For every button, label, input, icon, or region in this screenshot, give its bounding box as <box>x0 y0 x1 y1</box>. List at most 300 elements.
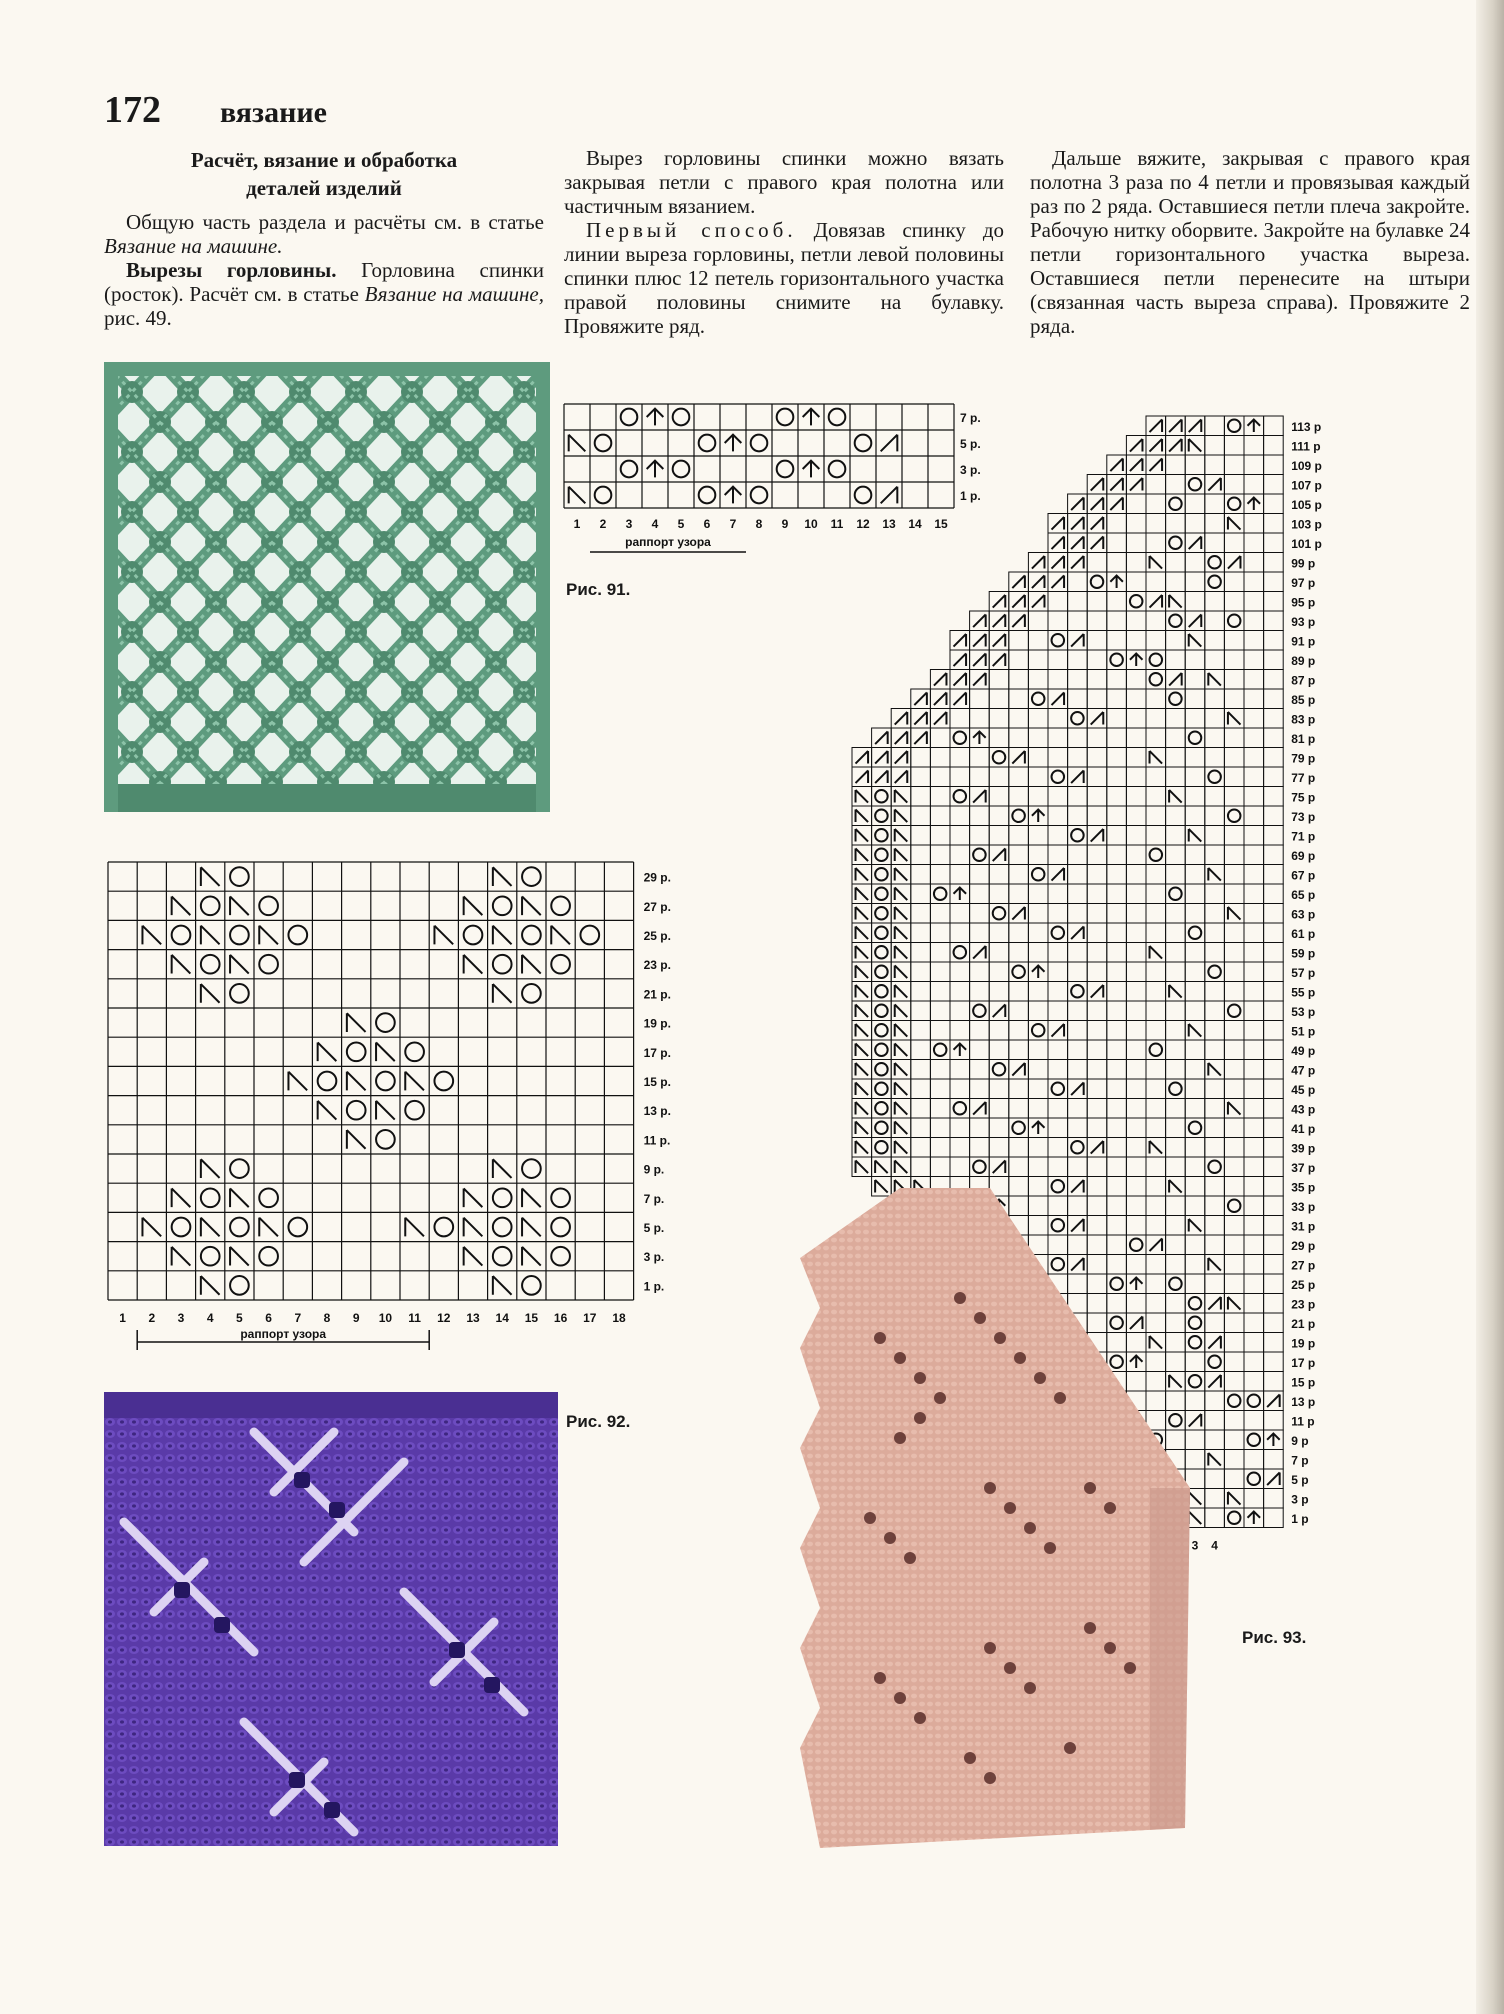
decrease-right-symbol <box>914 712 927 725</box>
decrease-right-symbol <box>954 673 967 686</box>
grid-cell <box>911 787 931 807</box>
row-label: 7 р <box>1291 1453 1309 1468</box>
grid-cell <box>1048 728 1068 748</box>
decrease-right-symbol <box>954 634 967 647</box>
grid-cell <box>1244 806 1264 826</box>
decrease-right-symbol <box>1052 575 1065 588</box>
decrease-right-symbol <box>1091 536 1104 549</box>
column-label: 18 <box>612 1311 626 1325</box>
column-label: 8 <box>323 1311 331 1325</box>
grid-cell <box>1166 767 1186 787</box>
grid-cell <box>1224 1430 1244 1450</box>
grid-cell <box>1087 904 1107 924</box>
grid-cell <box>1264 1294 1284 1314</box>
yarn-over-symbol <box>875 809 888 822</box>
decrease-right-symbol <box>875 751 888 764</box>
column-label: 1 <box>573 517 581 531</box>
decrease-right-symbol <box>1052 556 1065 569</box>
decrease-right-symbol <box>973 946 986 959</box>
grid-cell <box>1244 728 1264 748</box>
grid-cell <box>970 923 990 943</box>
grid-cell <box>1107 553 1127 573</box>
row-label: 49 р <box>1291 1043 1316 1058</box>
grid-cell <box>930 1001 950 1021</box>
grid-cell <box>930 767 950 787</box>
grid-cell <box>1009 767 1029 787</box>
grid-cell <box>911 1001 931 1021</box>
grid-cell <box>970 1118 990 1138</box>
grid-cell <box>1028 787 1048 807</box>
grid-cell <box>1185 572 1205 592</box>
yarn-over-symbol <box>1169 692 1182 705</box>
decrease-left-symbol <box>1150 946 1163 959</box>
grid-cell <box>1224 787 1244 807</box>
grid-cell <box>970 826 990 846</box>
yarn-over-symbol <box>1052 634 1065 647</box>
yarn-over-symbol <box>875 907 888 920</box>
grid-cell <box>1264 1411 1284 1431</box>
grid-cell <box>1224 475 1244 495</box>
grid-cell <box>1244 767 1264 787</box>
yarn-over-symbol <box>551 1218 570 1237</box>
grid-cell <box>1224 592 1244 612</box>
grid-cell <box>1264 728 1284 748</box>
row-label: 21 р. <box>643 987 671 1002</box>
decrease-left-symbol <box>856 946 869 959</box>
column-label: 11 <box>408 1311 421 1325</box>
grid-cell <box>1087 611 1107 631</box>
grid-cell <box>1205 748 1225 768</box>
column-label: 8 <box>755 517 763 531</box>
decrease-left-symbol <box>318 1101 337 1120</box>
grid-cell <box>1264 1196 1284 1216</box>
row-label: 5 р. <box>643 1221 665 1235</box>
decrease-right-symbol <box>993 1004 1006 1017</box>
grid-cell <box>1068 1060 1088 1080</box>
decrease-right-symbol <box>1169 673 1182 686</box>
row-label: 63 р <box>1291 907 1316 922</box>
grid-cell <box>970 1040 990 1060</box>
grid-cell <box>1224 1216 1244 1236</box>
decrease-left-symbol <box>522 1218 541 1237</box>
row-label: 13 р <box>1291 1394 1316 1409</box>
yarn-over-symbol <box>875 1004 888 1017</box>
decrease-left-symbol <box>856 790 869 803</box>
grid-cell <box>1028 923 1048 943</box>
grid-cell <box>1205 514 1225 534</box>
grid-cell <box>1087 748 1107 768</box>
row-label: 109 р <box>1291 458 1322 473</box>
grid-cell <box>930 1157 950 1177</box>
grid-cell <box>930 748 950 768</box>
decrease-right-symbol <box>856 770 869 783</box>
grid-cell <box>1087 1157 1107 1177</box>
yarn-over-symbol <box>405 1101 424 1120</box>
grid-cell <box>1087 592 1107 612</box>
grid-cell <box>1185 767 1205 787</box>
decrease-left-symbol <box>1189 1511 1202 1524</box>
grid-cell <box>1009 787 1029 807</box>
decrease-right-symbol <box>1071 536 1084 549</box>
grid-cell <box>1126 1040 1146 1060</box>
yarn-over-symbol <box>230 984 249 1003</box>
column-label: 3 <box>625 517 633 531</box>
yarn-over-symbol <box>1189 478 1202 491</box>
double-decrease-symbol <box>1130 653 1143 666</box>
grid-cell <box>1107 1138 1127 1158</box>
grid-cell <box>1264 1508 1284 1528</box>
grid-cell <box>1087 806 1107 826</box>
decrease-right-symbol <box>1052 1024 1065 1037</box>
row-label: 11 р <box>1291 1414 1315 1429</box>
decrease-right-symbol <box>1091 497 1104 510</box>
grid-cell <box>1264 611 1284 631</box>
grid-cell <box>1244 748 1264 768</box>
grid-cell <box>1244 943 1264 963</box>
grid-cell <box>1107 689 1127 709</box>
grid-cell <box>950 767 970 787</box>
grid-cell <box>1107 884 1127 904</box>
grid-cell <box>1244 884 1264 904</box>
yarn-over-symbol <box>621 409 638 426</box>
decrease-left-symbol <box>856 848 869 861</box>
grid-cell <box>1146 631 1166 651</box>
grid-cell <box>1126 923 1146 943</box>
grid-cell <box>1126 514 1146 534</box>
yarn-over-symbol <box>699 487 716 504</box>
text-run: Первый способ. <box>586 218 797 242</box>
grid-cell <box>1185 748 1205 768</box>
decrease-right-symbol <box>1208 1336 1221 1349</box>
column-label: 4 <box>206 1311 214 1325</box>
repeat-label: раппорт узора <box>625 535 711 549</box>
decrease-left-symbol <box>493 1159 512 1178</box>
decrease-right-symbol <box>1012 907 1025 920</box>
yarn-over-symbol <box>259 896 278 915</box>
grid-cell <box>1009 1138 1029 1158</box>
grid-cell <box>1166 1157 1186 1177</box>
row-label: 35 р <box>1291 1180 1316 1195</box>
decrease-right-symbol <box>895 731 908 744</box>
grid-cell <box>911 982 931 1002</box>
decrease-left-symbol <box>464 896 483 915</box>
yarn-over-symbol <box>376 1130 395 1149</box>
decrease-left-symbol <box>569 435 586 452</box>
decrease-left-symbol <box>895 946 908 959</box>
grid-cell <box>911 865 931 885</box>
decrease-left-symbol <box>493 1276 512 1295</box>
decrease-right-symbol <box>875 770 888 783</box>
grid-cell <box>1048 884 1068 904</box>
grid-cell <box>1068 1040 1088 1060</box>
grid-cell <box>1126 553 1146 573</box>
yarn-over-symbol <box>1169 536 1182 549</box>
yarn-over-symbol <box>1012 1121 1025 1134</box>
row-label: 19 р. <box>643 1016 671 1031</box>
heading-line-2: деталей изделий <box>246 176 402 200</box>
yarn-over-symbol <box>1228 614 1241 627</box>
grid-cell <box>1264 1235 1284 1255</box>
decrease-right-symbol <box>1032 556 1045 569</box>
grid-cell <box>1146 806 1166 826</box>
column-label: 2 <box>599 517 607 531</box>
decrease-left-symbol <box>856 1102 869 1115</box>
decrease-left-symbol <box>522 955 541 974</box>
grid-cell <box>1244 962 1264 982</box>
grid-cell <box>1264 806 1284 826</box>
grid-cell <box>1224 1060 1244 1080</box>
grid-cell <box>1166 553 1186 573</box>
grid-cell <box>1146 611 1166 631</box>
decrease-right-symbol <box>1071 926 1084 939</box>
grid-cell <box>1224 1313 1244 1333</box>
grid-cell <box>1166 1099 1186 1119</box>
grid-cell <box>1224 1450 1244 1470</box>
grid-cell <box>1224 748 1244 768</box>
yarn-over-symbol <box>875 868 888 881</box>
text-run: Довязав спинку до линии выреза горловины, петли левой половины спинки плюс 12 петель горизонтального участка правой половины снимите на булавку. Провяжите ряд. <box>564 218 1004 338</box>
decrease-left-symbol <box>1169 790 1182 803</box>
grid-cell <box>1048 904 1068 924</box>
double-decrease-symbol <box>1032 809 1045 822</box>
decrease-right-symbol <box>1012 595 1025 608</box>
grid-cell <box>1185 904 1205 924</box>
decrease-left-symbol <box>1189 1024 1202 1037</box>
yarn-over-symbol <box>522 1159 541 1178</box>
decrease-left-symbol <box>856 1121 869 1134</box>
grid-cell <box>1107 982 1127 1002</box>
grid-cell <box>1224 728 1244 748</box>
decrease-right-symbol <box>973 634 986 647</box>
yarn-over-symbol <box>1052 1082 1065 1095</box>
decrease-left-symbol <box>347 1072 366 1091</box>
double-decrease-symbol <box>725 435 742 452</box>
grid-cell <box>1166 962 1186 982</box>
grid-cell <box>1205 904 1225 924</box>
row-label: 11 р. <box>643 1133 671 1148</box>
decrease-right-symbol <box>973 614 986 627</box>
decrease-left-symbol <box>172 896 191 915</box>
grid-cell <box>1224 884 1244 904</box>
pink-lace-swatch <box>790 1188 1190 1848</box>
decrease-left-symbol <box>493 926 512 945</box>
decrease-left-symbol <box>288 1072 307 1091</box>
grid-cell <box>1048 845 1068 865</box>
decrease-right-symbol <box>1267 1472 1280 1485</box>
column-label: 15 <box>934 517 948 531</box>
yarn-over-symbol <box>1150 653 1163 666</box>
decrease-left-symbol <box>856 887 869 900</box>
row-label: 101 р <box>1291 536 1322 551</box>
decrease-left-symbol <box>318 1042 337 1061</box>
grid-cell <box>1205 1196 1225 1216</box>
row-label: 3 р <box>1291 1492 1309 1507</box>
grid-cell <box>970 806 990 826</box>
grid-cell <box>1224 845 1244 865</box>
row-label: 41 р <box>1291 1121 1316 1136</box>
decrease-right-symbol <box>1091 985 1104 998</box>
yarn-over-symbol <box>522 926 541 945</box>
grid-cell <box>1166 455 1186 475</box>
grid-cell <box>1048 670 1068 690</box>
grid-cell <box>1107 1079 1127 1099</box>
decrease-left-symbol <box>201 867 220 886</box>
grid-cell <box>1205 416 1225 436</box>
grid-cell <box>911 1060 931 1080</box>
decrease-right-symbol <box>1110 497 1123 510</box>
decrease-left-symbol <box>895 868 908 881</box>
decrease-left-symbol <box>856 809 869 822</box>
grid-cell <box>1146 962 1166 982</box>
grid-cell <box>1028 982 1048 1002</box>
yarn-over-symbol <box>1169 1082 1182 1095</box>
grid-cell <box>1087 787 1107 807</box>
column-label: 10 <box>378 1311 393 1325</box>
yarn-over-symbol <box>1012 965 1025 978</box>
grid-cell <box>989 1118 1009 1138</box>
double-decrease-symbol <box>1248 419 1261 432</box>
grid-cell <box>1264 592 1284 612</box>
row-label: 43 р <box>1291 1102 1316 1117</box>
grid-cell <box>1068 689 1088 709</box>
grid-cell <box>970 962 990 982</box>
yarn-over-symbol <box>954 790 967 803</box>
yarn-over-symbol <box>1032 1024 1045 1037</box>
double-decrease-symbol <box>1032 1121 1045 1134</box>
grid-cell <box>1166 631 1186 651</box>
yarn-over-symbol <box>1052 770 1065 783</box>
grid-cell <box>1146 1118 1166 1138</box>
yarn-over-symbol <box>954 1102 967 1115</box>
grid-cell <box>1126 1099 1146 1119</box>
grid-cell <box>1264 884 1284 904</box>
row-label: 7 р. <box>960 411 981 425</box>
grid-cell <box>1009 650 1029 670</box>
decrease-left-symbol <box>376 1101 395 1120</box>
grid-cell <box>1048 1099 1068 1119</box>
yarn-over-symbol <box>1032 868 1045 881</box>
grid-cell <box>1166 1040 1186 1060</box>
yarn-over-symbol <box>1189 1121 1202 1134</box>
grid-cell <box>911 904 931 924</box>
grid-cell <box>911 1118 931 1138</box>
decrease-right-symbol <box>856 751 869 764</box>
row-label: 17 р <box>1291 1355 1316 1370</box>
decrease-right-symbol <box>973 673 986 686</box>
row-label: 15 р <box>1291 1375 1316 1390</box>
yarn-over-symbol <box>493 1188 512 1207</box>
grid-cell <box>1009 1021 1029 1041</box>
grid-cell <box>1166 845 1186 865</box>
yarn-over-symbol <box>1071 712 1084 725</box>
grid-cell <box>1087 553 1107 573</box>
grid-cell <box>989 884 1009 904</box>
grid-cell <box>1264 650 1284 670</box>
decrease-left-symbol <box>434 926 453 945</box>
row-label: 55 р <box>1291 985 1316 1000</box>
yarn-over-symbol <box>201 1188 220 1207</box>
yarn-over-symbol <box>1169 614 1182 627</box>
grid-cell <box>1224 1469 1244 1489</box>
decrease-right-symbol <box>1110 478 1123 491</box>
column-label: 17 <box>583 1311 597 1325</box>
grid-cell <box>1028 709 1048 729</box>
repeat-label: раппорт узора <box>240 1327 327 1341</box>
grid-cell <box>1028 748 1048 768</box>
decrease-right-symbol <box>1169 439 1182 452</box>
decrease-left-symbol <box>856 1043 869 1056</box>
decrease-right-symbol <box>1071 556 1084 569</box>
yarn-over-symbol <box>288 926 307 945</box>
grid-cell <box>1205 923 1225 943</box>
decrease-left-symbol <box>172 955 191 974</box>
grid-cell <box>1224 1118 1244 1138</box>
grid-cell <box>1009 670 1029 690</box>
grid-cell <box>1107 943 1127 963</box>
row-label: 37 р <box>1291 1160 1316 1175</box>
grid-cell <box>1028 611 1048 631</box>
grid-cell <box>1087 962 1107 982</box>
grid-cell <box>1244 1255 1264 1275</box>
grid-cell <box>1107 1118 1127 1138</box>
decrease-right-symbol <box>1208 1297 1221 1310</box>
row-label: 1 р <box>1291 1511 1309 1526</box>
grid-cell <box>1146 865 1166 885</box>
yarn-over-symbol <box>673 461 690 478</box>
yarn-over-symbol <box>1189 1336 1202 1349</box>
grid-cell <box>1205 728 1225 748</box>
grid-cell <box>1185 806 1205 826</box>
yarn-over-symbol <box>875 946 888 959</box>
yarn-over-symbol <box>522 867 541 886</box>
column-label: 13 <box>882 517 896 531</box>
grid-cell <box>970 689 990 709</box>
grid-cell <box>1244 650 1264 670</box>
grid-cell <box>930 728 950 748</box>
grid-cell <box>950 826 970 846</box>
grid-cell <box>1185 592 1205 612</box>
grid-cell <box>1087 943 1107 963</box>
grid-cell <box>1068 884 1088 904</box>
grid-cell <box>970 865 990 885</box>
column-label: 2 <box>148 1311 156 1325</box>
decrease-left-symbol <box>1208 1063 1221 1076</box>
decrease-right-symbol <box>954 692 967 705</box>
yarn-over-symbol <box>201 1247 220 1266</box>
grid-cell <box>1264 553 1284 573</box>
grid-cell <box>1244 982 1264 1002</box>
yarn-over-symbol <box>993 751 1006 764</box>
decrease-left-symbol <box>895 809 908 822</box>
decrease-left-symbol <box>1228 907 1241 920</box>
grid-cell <box>1244 1235 1264 1255</box>
grid-cell <box>1146 709 1166 729</box>
grid-cell <box>989 1021 1009 1041</box>
grid-cell <box>1087 1001 1107 1021</box>
decrease-right-symbol <box>973 1102 986 1115</box>
grid-cell <box>1126 631 1146 651</box>
grid-cell <box>1224 767 1244 787</box>
grid-cell <box>1244 1060 1264 1080</box>
yarn-over-symbol <box>1228 419 1241 432</box>
grid-cell <box>1224 631 1244 651</box>
grid-cell <box>1087 689 1107 709</box>
yarn-over-symbol <box>751 487 768 504</box>
grid-cell <box>970 748 990 768</box>
decrease-left-symbol <box>1228 1102 1241 1115</box>
grid-cell <box>1009 884 1029 904</box>
grid-cell <box>1028 670 1048 690</box>
